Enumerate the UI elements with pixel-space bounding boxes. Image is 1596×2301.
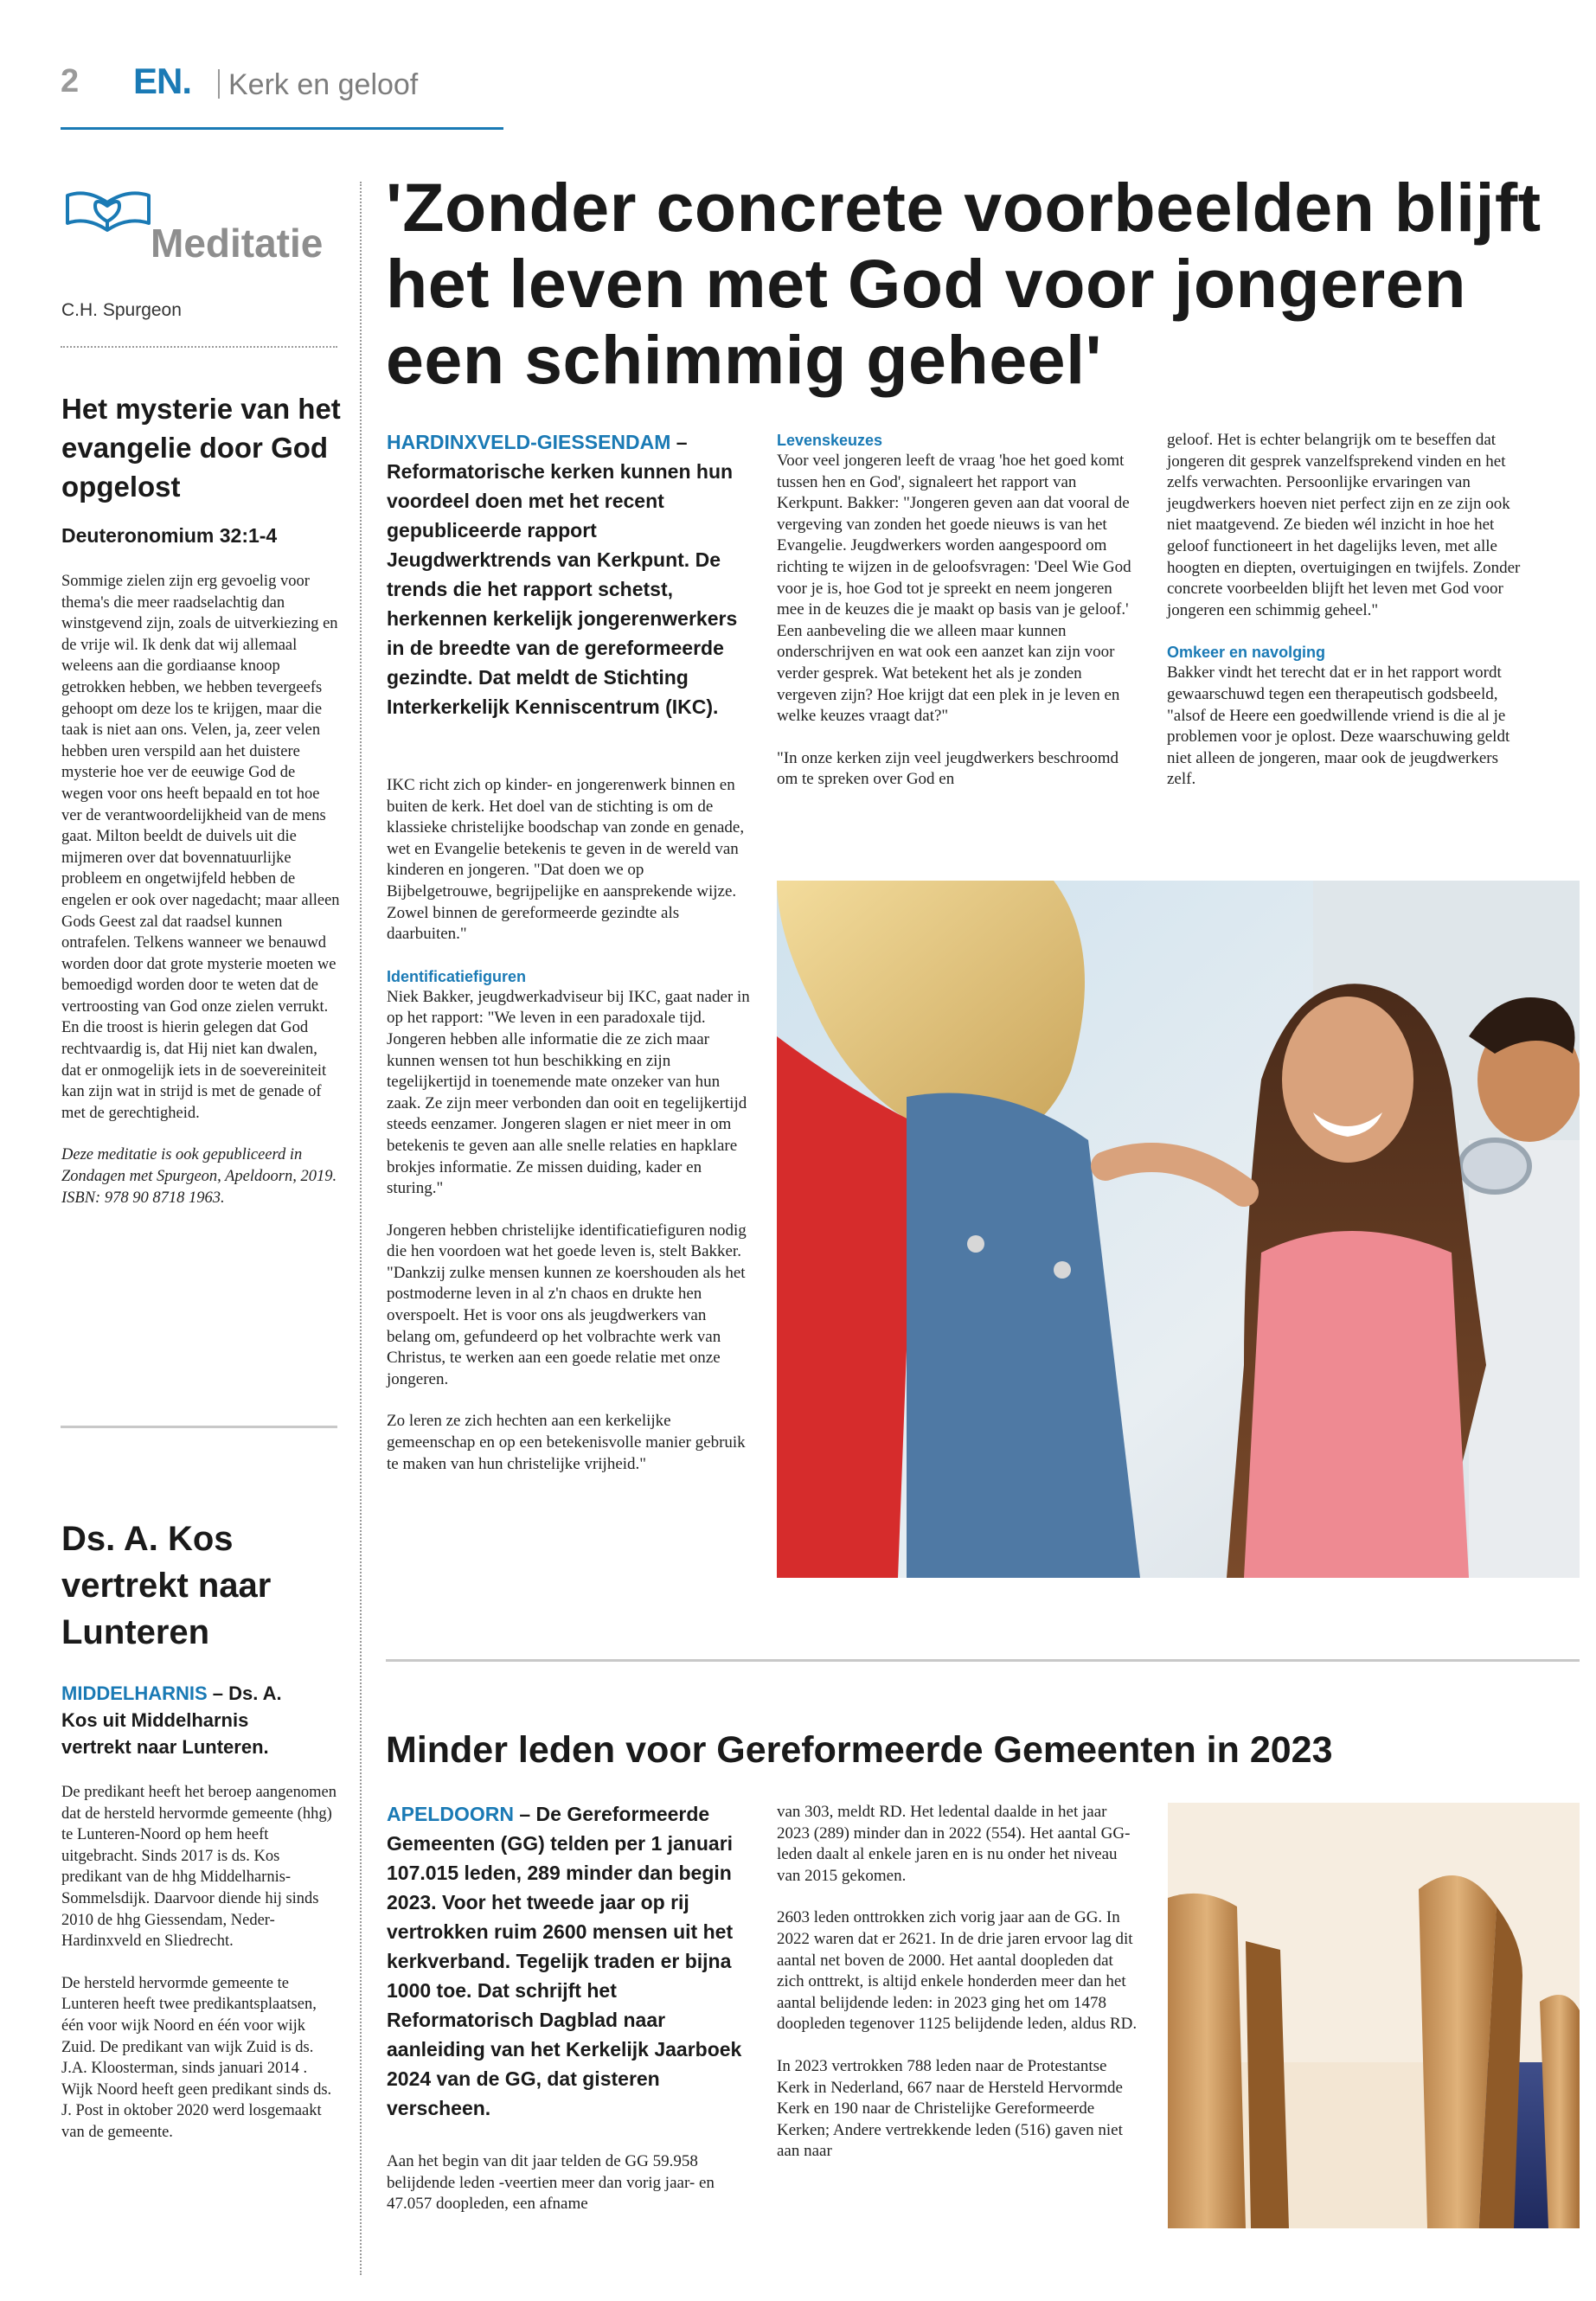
sidebar-dotted-rule — [61, 346, 337, 348]
kos-dateline: MIDDELHARNIS — [61, 1682, 208, 1704]
open-book-heart-icon — [61, 180, 156, 242]
section-rule — [386, 1659, 1580, 1662]
meditation-author: C.H. Spurgeon — [61, 300, 182, 320]
main-paragraph: Jongeren hebben christelijke identificatiefiguren nodig die hen voordoen wat het goede leven is, stelt Bakker. "Dankzij zulke mensen kunnen ze koershouden als het postmoderne leven in al z'n chaos en drukte hen overspoelt. Het is voor ons als jeugdwerkers van belang om, gefundeerd op het volbrachte werk van Christus, te werken aan een goede relatie met onze jongeren. — [387, 1221, 747, 1388]
main-paragraph: Zo leren ze zich hechten aan een kerkelijke gemeenschap en op een betekenisvolle manier gebruik te maken van hun christelijke vrijheid." — [387, 1412, 746, 1473]
gg-paragraph: van 303, meldt RD. Het ledental daalde in het jaar 2023 (289) minder dan in 2022 (554). Het aantal GG-leden daalt al enkele jaren en is nu onder het niveau van 2015 gekomen. — [777, 1803, 1131, 1885]
main-lead — [387, 427, 750, 721]
main-dateline: HARDINXVELD-GIESSENDAM — [387, 431, 671, 453]
main-column-1 — [387, 775, 750, 1496]
main-paragraph: "In onze kerken zijn veel jeugdwerkers beschroomd om te spreken over God en — [777, 748, 1118, 789]
gg-paragraph: 2603 leden onttrokken zich vorig jaar aan de GG. In 2022 waren dat er 2621. In de drie jaren ervoor lag dit aantal net boven de 2000. Het aantal doopleden dat zich onttrekt, is altijd enkele honderden meer dan het aantal belijdende leden: in 2023 ging het om 1478 doopleden tegenover 1125 belijdende leden, aldus RD. — [777, 1908, 1138, 2034]
gg-lead — [387, 1799, 750, 2123]
main-paragraph: geloof. Het is echter belangrijk om te beseffen dat jongeren dit gesprek vanzelfsprekend vinden en het zelfs verwachten. Persoonlijke ervaringen van jeugdwerkers hoeven niet perfect zijn en ze zijn ook niet maatgevend. Ze bieden wél inzicht in hoe het geloof functioneert in het dagelijks leven, met alle hoogten en diepten, overtuigingen en twijfels. Zonder concrete voorbeelden blijft het leven met God voor jongeren een schimmig geheel." — [1167, 431, 1521, 619]
kos-paragraph: De predikant heeft het beroep aangenomen dat de hersteld hervormde gemeente (hhg) te Lunteren-Noord op hem heeft uitgebracht. Sinds 2017 is ds. Kos predikant van de hhg Middelharnis-Sommelsdijk. Daarvoor diende hij sinds 2010 de hhg Giessendam, Neder-Hardinxveld en Sliedrecht. — [61, 1784, 337, 1951]
section-title: Kerk en geloof — [228, 68, 419, 101]
main-subhead: Omkeer en navolging — [1167, 644, 1326, 662]
main-headline: 'Zonder concrete voorbeelden blijft het leven met God voor jongeren een schimmig geheel' — [386, 169, 1542, 398]
gg-lead-text: – De Gereformeerde Gemeenten (GG) telden per 1 januari 107.015 leden, 289 minder dan begin 2023. Voor het tweede jaar op rij vertrokken ruim 2600 mensen uit het kerkverband. Tegelijk traden er bijna 1000 toe. Dat schrijft het Reformatorisch Dagblad naar aanleiding van het Kerkelijk Jaarboek 2024 van de GG, dat gisteren verscheen. — [387, 1803, 742, 2119]
main-column-2 — [777, 430, 1140, 811]
sidebar-section-rule — [61, 1426, 337, 1428]
column-divider — [360, 182, 362, 2275]
meditation-label: Meditatie — [151, 221, 324, 266]
main-paragraph: Niek Bakker, jeugdwerkadviseur bij IKC, gaat nader in op het rapport: "We leven in een paradoxale tijd. Jongeren hebben alle informatie die ze zich maar kunnen wensen tot hun beschikking en zijn tegelijkertijd in toenemende mate onzeker van hun zaak. Ze zijn meer verbonden dan ooit en tegelijkertijd steeds eenzamer. Jongeren slagen er niet meer in om betekenis te geven aan alle snelle relaties en hapklare brokjes informatie. Ze missen duiding, kader en sturing." — [387, 987, 750, 1198]
kos-paragraph: De hersteld hervormde gemeente te Lunteren heeft twee predikantsplaatsen, één voor wijk Noord en één voor wijk Zuid. De predikant van wijk Zuid is ds. J.A. Kloosterman, sinds januari 2014 . Wijk Noord heeft geen predikant sinds ds. J. Post in oktober 2020 werd losgemaakt van de gemeente. — [61, 1974, 332, 2141]
kos-body — [61, 1782, 340, 2164]
gg-column-2 — [777, 1802, 1140, 2183]
main-paragraph: Voor veel jongeren leeft de vraag 'hoe het goed komt tussen hen en God', signaleert het rapport van Kerkpunt. Bakker: "Jongeren geven aan dat vooral de vergeving van zonden het goede nieuws is van het Evangelie. Jeugdwerkers worden aangespoord om richting te wijzen in de geloofsvragen: 'Deel Wie God voor je is, hoe God tot je spreekt en neem jongeren mee in de keuzes die je maakt op basis van je geloof.' Een aanbeveling die we alleen maar kunnen onderschrijven en wat ook een aanzet kan zijn voor verder gesprek. Wat betekent het als je zonden vergeven zijn? Hoe krijgt dat een plek in je leven en welke keuzes vraagt dat?" — [777, 452, 1131, 726]
meditation-note: Deze meditatie is ook gepubliceerd in Zondagen met Spurgeon, Apeldoorn, 2019. ISBN: 978 90 8718 1963. — [61, 1146, 337, 1207]
kos-lead — [61, 1680, 321, 1760]
gg-column-1 — [387, 2151, 750, 2236]
main-lead-text: – Reformatorische kerken kunnen hun voordeel doen met het recent gepubliceerde rapport Jeugdwerktrends van Kerkpunt. De trends die het rapport schetst, herkennen kerkelijk jongerenwerkers in de breedte van de gereformeerde gezindte. Dat meldt de Stichting Interkerkelijk Kenniscentrum (IKC). — [387, 431, 738, 718]
main-subhead: Identificatiefiguren — [387, 967, 527, 985]
meditation-paragraph: Sommige zielen zijn erg gevoelig voor thema's die meer raadselachtig dan winstgevend zijn, zoals de uitverkiezing en de vrije wil. Ik denk dat wij allemaal weleens aan die gordiaanse knoop getrokken hebben, we hebben tevergeefs gehoopt om deze los te krijgen, maar die taak is niet aan ons. Velen, ja, zeer velen hebben uren verspild aan het duistere mysterie hoe ver de eeuwige God de wegen voor ons heeft bepaald en tot hoe ver de verantwoordelijkheid van de mens gaat. Milton beeldt de duivels uit die mijmeren over dat bovennatuurlijke probleem en ongetwijfeld hebben de engelen er ook over nagedacht; maar alleen Gods Geest zal dat raadsel kunnen ontrafelen. Telkens wanneer we benauwd worden door dat grote mysterie moeten we bemoedigd worden door te weten dat de vertroosting van God onze zielen verrukt. En die troost is hierin gelegen dat God rechtvaardig is, dat Hij niet kan dwalen, dat er onmogelijk iets in de soevereiniteit kan zijn wat in strijd is met de genade of met de gerechtigheid. — [61, 573, 340, 1122]
page-number: 2 — [61, 63, 80, 99]
gg-paragraph: Aan het begin van dit jaar telden de GG 59.958 belijdende leden -veertien meer dan vorig jaar- en 47.057 doopleden, een afname — [387, 2152, 715, 2214]
main-subhead: Levenskeuzes — [777, 432, 883, 449]
meditation-title: Het mysterie van het evangelie door God opgelost — [61, 393, 341, 503]
main-paragraph: Bakker vindt het terecht dat er in het rapport wordt gewaarschuwd tegen een therapeutisch godsbeeld, "alsof de Heere een goedwillende vriend is die al je problemen voor je oplost. Deze waarschuwing geldt niet alleen de jongeren, maar ook de jeugdwerkers zelf. — [1167, 663, 1510, 789]
gg-paragraph: In 2023 vertrokken 788 leden naar de Protestantse Kerk in Nederland, 667 naar de Hersteld Hervormde Kerk en 190 naar de Christelijke Gereformeerde Kerken; Andere vertrekkende leden (516) gaven niet aan naar — [777, 2056, 1123, 2161]
kos-headline: Ds. A. Kos vertrekt naar Lunteren — [61, 1520, 272, 1651]
meditation-body — [61, 571, 340, 1229]
teenagers-photo — [777, 881, 1580, 1578]
masthead-divider — [218, 69, 220, 99]
meditation-scripture: Deuteronomium 32:1-4 — [61, 524, 278, 547]
main-paragraph: IKC richt zich op kinder- en jongerenwerk binnen en buiten de kerk. Het doel van de stichting is om de klassieke christelijke boodschap van zonde en genade, wet en Evangelie betekenis te geven in de wereld van kinderen en jongeren. "Dat doen we op Bijbelgetrouwe, begrijpelijke en aansprekende wijze. Zowel binnen de gereformeerde gezindte als daarbuiten." — [387, 776, 745, 944]
masthead-logo[interactable]: EN. — [133, 61, 192, 101]
church-pews-photo — [1168, 1803, 1580, 2228]
main-column-3 — [1167, 430, 1530, 811]
gg-headline: Minder leden voor Gereformeerde Gemeenten in 2023 — [386, 1729, 1333, 1771]
gg-dateline: APELDOORN — [387, 1803, 514, 1825]
masthead-rule — [61, 127, 503, 130]
kos-lead-text: – Ds. A. Kos uit Middelharnis vertrekt naar Lunteren. — [61, 1682, 282, 1758]
